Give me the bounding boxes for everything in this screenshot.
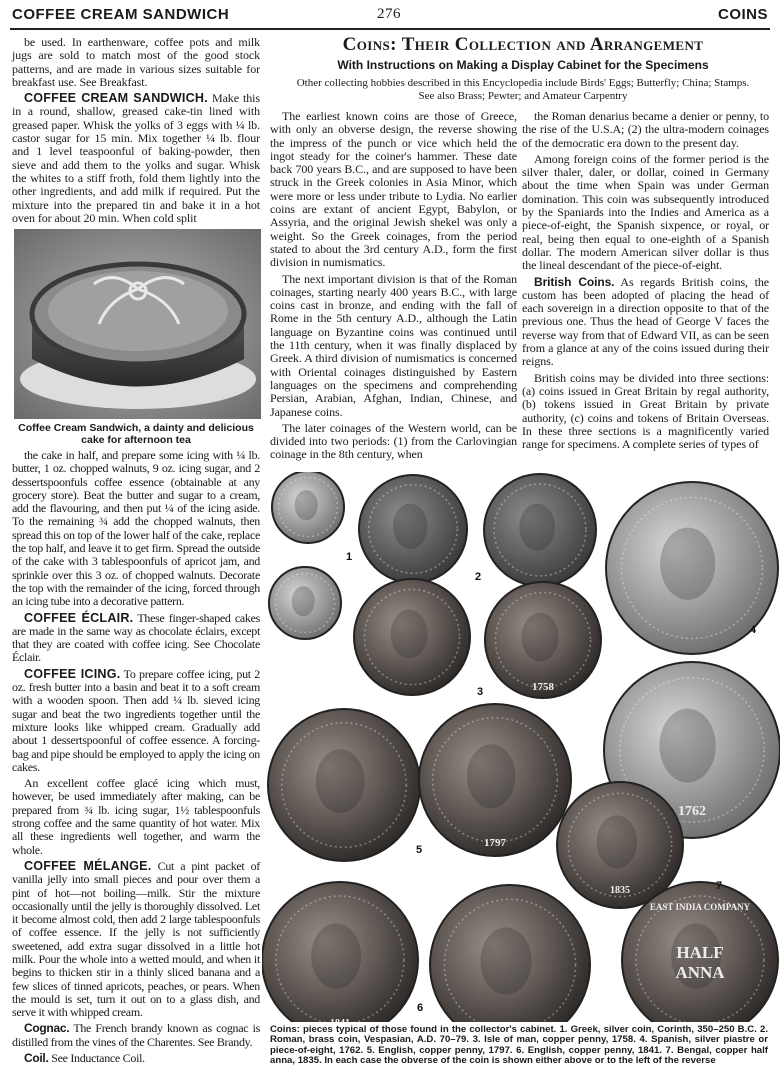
left-column-top: [12, 36, 260, 225]
left-column-bottom: [12, 449, 260, 1065]
coins-figure: [262, 472, 780, 1022]
entry-text: Among foreign coins of the former period is the silver thaler, daler, or dollar, coined in Germany about the time when Spain was under German domination. This coin was subsequently introduced by the Spaniards into the Indies and America as a piece-of-eight, the Spanish sixpence, or royal, or real, being then equal to one-eighth of a Spanish dollar. The modern American silver dollar is thus the lineal descendant of the piece-of-eight.: [522, 151, 769, 273]
paragraph: [522, 153, 769, 273]
coin-date: 1758: [532, 681, 554, 693]
running-head-right: COINS: [717, 6, 768, 23]
header-rule: [10, 28, 770, 30]
coin-5: [268, 709, 423, 861]
coin-6: [430, 885, 590, 1022]
paragraph: [12, 612, 260, 665]
paragraph: [12, 36, 260, 89]
page-number: 276: [377, 6, 401, 22]
paragraph: [522, 110, 769, 150]
entry-text: The next important division is that of the Roman coinages, starting nearly 400 years B.C., with large coins cast in bronze, and ending with the fall of Rome in the 5th century A.D., although the Latin language on Byzantine coins was continued until the 11th century, when it was finally displaced by Greek. A third division of numismatics is concerned with Oriental coinages distinguished by Eastern languages on the specimens and comprehending Persian, Arabian, Afghan, Indian, Chinese, and Japanese coins.: [270, 271, 517, 419]
paragraph: [12, 668, 260, 774]
entry-text: As regards British coins, the custom has been adopted of placing the head of each sovereign in a direction opposite to that of the previous one. Thus the head of George V faces the reverse way from that of Edward VII, as can be seen from a glance at any of the coins issued during their reigns.: [522, 274, 770, 369]
entry-heading: COFFEE ICING.: [24, 666, 121, 681]
entry-heading: COFFEE MÉLANGE.: [24, 858, 152, 873]
article-column-1: [270, 110, 517, 462]
figure-label-7: 7: [716, 880, 723, 892]
entry-text: British coins may be divided into three sections: (a) coins issued in Great Britain by regal authority, (b) tokens issued in Great Britain by private authority, (c) coins and tokens of Britain Overseas. In these three sections is a magnificently varied range for specimens. A complete series of types of: [522, 370, 769, 452]
paragraph: [270, 110, 517, 270]
running-head-left: COFFEE CREAM SANDWICH: [12, 6, 230, 23]
coin-3: [354, 579, 470, 695]
entry-text: the cake in half, and prepare some icing with ¼ lb. butter, 1 oz. chopped walnuts, 9 oz. icing sugar, and 2 dessertspoonfuls coffee essence (obtainable at any grocery store). Beat the butter and sugar to a cream, add the flavouring, and then put ¼ of the icing aside. To the remaining ¾ add the chopped walnuts, then spread this on top of the lower half of the cake, replace the top half, and leave it to get firm. Spread the outside of the cake with 3 tablespoonfuls of apricot jam, and sprinkle over this 3 oz. of chopped walnuts. Decorate the top with the remainder of the icing, forced through an icing tube into a decorative pattern.: [12, 448, 260, 609]
coin-date: 1797: [484, 837, 506, 849]
coin-date: [330, 1018, 350, 1022]
entry-text: Cut a pint packet of vanilla jelly into small pieces and pour over them a pint of hot—not boiling—milk. Stir the mixture occasionally until the jelly is thoroughly dissolved. Let it become almost cold, then add 2 large tablespoonfuls of coffee essence. If the jelly is not sufficiently sweetened, add extra sugar dissolved in a little hot milk. Pour the whole into a wetted mould, and when it begins to thicken stir in a thinly sliced banana and a few slices of tinned apricots, peaches, or pears. When the mould is set, turn it out on to a glass dish, and serve it with whipped cream.: [12, 858, 260, 1020]
article-cross-references: Other collecting hobbies described in this Encyclopedia include Birds' Eggs; Butterfly; China; Stamps. See also Brass; Pewter; and Amateur Carpentry: [296, 77, 750, 102]
entry-text: The later coinages of the Western world, can be divided into two periods: (1) from the Carlovingian coinage in the 8th century, when: [270, 420, 517, 462]
entry-text: An excellent coffee glacé icing which must, however, be used immediately after making, can be prepared from ¾ lb. icing sugar, 1½ tablespoonfuls strong coffee and the same quantity of hot water. Mix all these ingredients well together, and warm the whole.: [12, 776, 260, 857]
entry-heading: COFFEE CREAM SANDWICH.: [24, 91, 208, 106]
entry-heading: British Coins.: [534, 274, 615, 289]
coin-date: 1835: [610, 885, 630, 896]
figure-label-1: 1: [346, 551, 353, 563]
entry-text: These finger-shaped cakes are made in the same way as chocolate éclairs, except that they are coated with coffee icing. See Chocolate Éclair.: [12, 610, 261, 665]
coin-date: 1762: [678, 804, 706, 819]
coin-5: [419, 704, 571, 856]
entry-text: The earliest known coins are those of Greece, with only an obverse design, the reverse showing the impress of the punch or vice which held the ingot steady for the coiner's hammer. These date back 700 years B.C., and are supposed to have been struck in the Greek colonies in Asia Minor, which were more or less under tribute to Lydia. No earlier coins are extant of ancient Egypt, Babylon, or Assyria, and the original Jewish shekel was only a weight. So the Greek coinages, from the period stated to about the 3rd century A.D., form the first division in numismatics.: [270, 109, 517, 270]
cake-photo: [14, 229, 261, 419]
paragraph: [12, 1022, 260, 1049]
article-column-2: [522, 110, 769, 451]
article-subtitle: With Instructions on Making a Display Cabinet for the Specimens: [337, 58, 709, 72]
coin-6: [262, 882, 418, 1022]
entry-heading: COFFEE ÉCLAIR.: [24, 610, 134, 625]
coin-inscription: ANNA: [675, 963, 725, 982]
article-title: Coins: Their Collection and Arrangement: [342, 34, 704, 55]
entry-text: See Inductance Coil.: [48, 1051, 145, 1066]
entry-text: To prepare coffee icing, put 2 oz. fresh butter into a basin and beat it to a soft cream with a wooden spoon. Then add ¼ lb. sieved icing sugar and beat the two ingredients together until the mixture looks like whipped cream. Gradually add about 1 dessertspoonful of coffee essence. A forcing-bag and pipe should be employed to apply the icing on cakes.: [12, 666, 260, 774]
cake-photo-caption: Coffee Cream Sandwich, a dainty and delicious cake for afternoon tea: [18, 422, 254, 446]
coin-1: [272, 472, 344, 543]
entry-heading: Coil.: [24, 1051, 49, 1066]
entry-text: Make this in a round, shallow, greased cake-tin lined with greased paper. Whisk the yolks of 3 eggs with ¼ lb. castor sugar for 15 min. Mix together ¼ lb. flour and 1 level teaspoonful of baking-powder, then sieve and add them to the yolks and sugar. Whisk the whites to a stiff froth, fold them lightly into the other ingredients, and add milk if required. Put the mixture into the prepared tin and bake it in a hot oven for about 20 min. When cold split: [12, 91, 260, 225]
coin-2: [359, 475, 467, 583]
paragraph: [12, 777, 260, 857]
coin-inscription: EAST INDIA COMPANY: [649, 902, 751, 912]
entry-text: be used. In earthenware, coffee pots and milk jugs are sold to match most of the good stock patterns, and are made in various sizes suitable for breakfast use. See Breakfast.: [12, 35, 260, 89]
entry-heading: Cognac.: [24, 1021, 70, 1036]
paragraph: [12, 860, 260, 1020]
paragraph: [12, 449, 260, 609]
paragraph: [270, 422, 517, 462]
paragraph: [12, 92, 260, 225]
entry-text: The French brandy known as cognac is distilled from the vines of the Charentes. See Brandy.: [12, 1021, 260, 1049]
paragraph: [522, 372, 769, 452]
figure-label-2: 2: [475, 571, 482, 583]
coin-2: [484, 474, 596, 586]
figure-label-5: 5: [416, 844, 423, 856]
paragraph: [522, 276, 769, 369]
paragraph: [270, 273, 517, 419]
coins-figure-caption: Coins: pieces typical of those found in the collector's cabinet. 1. Greek, silver coin, Corinth, 350–250 B.C. 2. Roman, brass coin, Vespasian, A.D. 70–79. 3. Isle of man, copper penny, 1758. 4. Spanish, silver piastre or piece-of-eight, 1762. 5. English, copper penny, 1797. 6. English, copper penny, 1841. 7. Bengal, copper half anna, 1835. In each case the obverse of the coin is shown either above or to the left of the reverse: [270, 1024, 768, 1067]
figure-label-6: 6: [417, 1002, 424, 1014]
coin-1: [269, 567, 341, 639]
paragraph: [12, 1052, 260, 1065]
entry-text: the Roman denarius became a denier or penny, to the rise of the U.S.A; (2) the ultra-modern coinages of the democratic era down to the present day.: [522, 109, 769, 150]
figure-label-4: 4: [750, 624, 757, 636]
coin-inscription: HALF: [676, 943, 724, 962]
figure-label-3: 3: [477, 686, 484, 698]
